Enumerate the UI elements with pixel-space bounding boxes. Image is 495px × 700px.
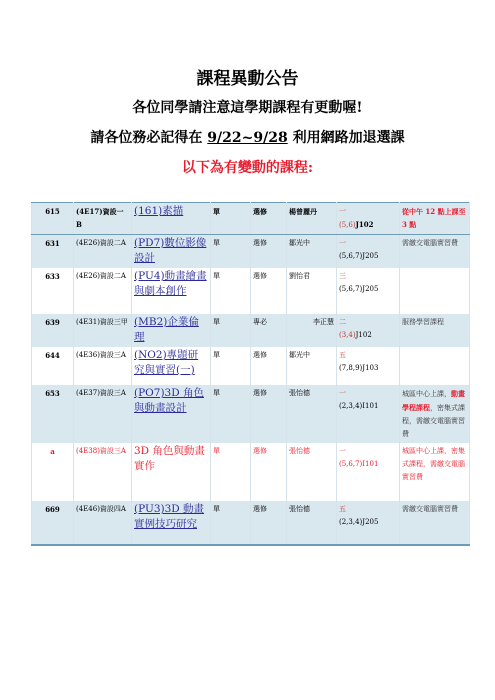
course-type: 單 bbox=[211, 501, 251, 545]
course-name-link[interactable]: (PU4)動畫繪畫與劇本創作 bbox=[134, 270, 207, 297]
course-name[interactable] bbox=[132, 235, 211, 269]
table-row bbox=[32, 385, 470, 443]
schedule-periods: (5,6,7) bbox=[339, 252, 363, 260]
schedule bbox=[337, 203, 400, 235]
class-code: (4E36)資設三A bbox=[74, 347, 132, 385]
schedule-day: 一 bbox=[339, 207, 346, 215]
teacher: 張怡德 bbox=[287, 443, 337, 501]
class-code: (4E17)資設一B bbox=[74, 203, 132, 235]
course-number: 633 bbox=[32, 268, 74, 314]
schedule-day: 五 bbox=[339, 351, 346, 359]
course-name-link[interactable]: (PD7)數位影像設計 bbox=[134, 237, 207, 264]
schedule-day: 一 bbox=[339, 239, 346, 247]
course-number: 653 bbox=[32, 385, 74, 443]
schedule bbox=[337, 314, 400, 347]
schedule bbox=[337, 385, 400, 443]
schedule bbox=[337, 443, 400, 501]
course-number: 639 bbox=[32, 314, 74, 347]
course-requirement: 專必 bbox=[251, 314, 287, 347]
course-name-link[interactable]: (161)素描 bbox=[134, 205, 184, 217]
course-requirement: 選修 bbox=[251, 443, 287, 501]
course-note: 服務學習課程 bbox=[400, 314, 470, 347]
course-type: 單 bbox=[211, 203, 251, 235]
schedule-periods: (5,6,7) bbox=[339, 285, 363, 293]
course-name[interactable] bbox=[132, 314, 211, 347]
course-requirement: 選修 bbox=[251, 268, 287, 314]
schedule-day: 一 bbox=[339, 447, 346, 455]
schedule-periods: (2,3,4) bbox=[339, 518, 363, 526]
schedule-room: J102 bbox=[355, 331, 372, 339]
course-name[interactable] bbox=[132, 268, 211, 314]
teacher: 張怡德 bbox=[287, 501, 337, 545]
instruction-line bbox=[0, 127, 495, 147]
schedule-day: 二 bbox=[339, 318, 346, 326]
schedule-room: I101 bbox=[362, 402, 379, 410]
course-change-table bbox=[31, 202, 470, 546]
class-code: (4E26)資設二A bbox=[74, 235, 132, 269]
course-name-link[interactable]: 3D 角色與動畫實作 bbox=[134, 445, 205, 472]
note-program-highlight: 動畫學程課程 bbox=[402, 389, 465, 412]
course-name[interactable] bbox=[132, 203, 211, 235]
course-note bbox=[400, 268, 470, 314]
schedule-room: J103 bbox=[362, 364, 379, 372]
subtitle: 各位同學請注意這學期課程有更動喔! bbox=[132, 100, 363, 116]
teacher: 鄒光中 bbox=[287, 235, 337, 269]
schedule-room: J205 bbox=[362, 252, 379, 260]
course-type: 單 bbox=[211, 268, 251, 314]
schedule-periods: (2,3,4) bbox=[339, 402, 363, 410]
class-code: (4E31)資設三甲 bbox=[74, 314, 132, 347]
teacher: 劉怡君 bbox=[287, 268, 337, 314]
course-note bbox=[400, 347, 470, 385]
class-code: (4E26)資設二A bbox=[74, 268, 132, 314]
table-row bbox=[32, 203, 470, 235]
course-type: 單 bbox=[211, 347, 251, 385]
course-number: 615 bbox=[32, 203, 74, 235]
class-code: (4E38)資設三A bbox=[74, 443, 132, 501]
teacher: 鄒光中 bbox=[287, 347, 337, 385]
schedule-periods: (3,4) bbox=[339, 331, 356, 339]
course-name-link[interactable]: (NO2)專題研究與實習(一) bbox=[134, 349, 199, 376]
schedule-day: 一 bbox=[339, 389, 346, 397]
table-row bbox=[32, 347, 470, 385]
class-code: (4E37)資設三A bbox=[74, 385, 132, 443]
course-name[interactable] bbox=[132, 501, 211, 545]
teacher: 李正慧 bbox=[287, 314, 337, 347]
schedule bbox=[337, 235, 400, 269]
page-title: 課程異動公告 bbox=[196, 69, 299, 89]
schedule-periods: (5,6,7) bbox=[339, 460, 363, 468]
course-name-link[interactable]: (PO7)3D 角色與動畫設計 bbox=[134, 387, 204, 414]
course-number: 631 bbox=[32, 235, 74, 269]
schedule-room: J205 bbox=[362, 518, 379, 526]
schedule bbox=[337, 268, 400, 314]
instruction-dates: 9/22~9/28 bbox=[207, 130, 288, 146]
course-requirement: 選修 bbox=[251, 501, 287, 545]
course-requirement: 選修 bbox=[251, 203, 287, 235]
schedule-periods: (7,8,9) bbox=[339, 364, 363, 372]
course-note: 從中午 12 點上課至 3 點 bbox=[400, 203, 470, 235]
schedule-day: 三 bbox=[339, 272, 346, 280]
schedule-room: J205 bbox=[362, 285, 379, 293]
schedule-periods: (5,6) bbox=[339, 221, 356, 229]
table-row bbox=[32, 501, 470, 545]
course-number: 644 bbox=[32, 347, 74, 385]
schedule-room: I101 bbox=[362, 460, 379, 468]
course-note: 需繳交電腦實習費 bbox=[400, 501, 470, 545]
course-type: 單 bbox=[211, 385, 251, 443]
instruction-suffix: 利用網路加退選課 bbox=[292, 130, 405, 146]
course-number: a bbox=[32, 443, 74, 501]
teacher: 張怡德 bbox=[287, 385, 337, 443]
table-row bbox=[32, 314, 470, 347]
course-name[interactable] bbox=[132, 347, 211, 385]
course-number: 669 bbox=[32, 501, 74, 545]
schedule-day: 五 bbox=[339, 505, 346, 513]
class-code: (4E46)資設四A bbox=[74, 501, 132, 545]
course-name[interactable] bbox=[132, 443, 211, 501]
table-row bbox=[32, 235, 470, 269]
changed-courses-heading: 以下為有變動的課程: bbox=[181, 160, 314, 176]
course-name-link[interactable]: (MB2)企業倫理 bbox=[134, 316, 199, 343]
course-note: 城區中心上課，密集式課程，需繳交電腦實習費 bbox=[400, 443, 470, 501]
course-name[interactable] bbox=[132, 385, 211, 443]
table-row bbox=[32, 268, 470, 314]
course-note bbox=[400, 385, 470, 443]
course-requirement: 選修 bbox=[251, 235, 287, 269]
course-requirement: 選修 bbox=[251, 385, 287, 443]
course-requirement: 選修 bbox=[251, 347, 287, 385]
schedule bbox=[337, 501, 400, 545]
note-detail: ，密集式課程，需繳交電腦實習費 bbox=[402, 404, 465, 438]
schedule bbox=[337, 347, 400, 385]
schedule-room: J102 bbox=[355, 220, 374, 229]
course-name-link[interactable]: (PU3)3D 動畫實例技巧研究 bbox=[134, 503, 205, 530]
course-type: 單 bbox=[211, 314, 251, 347]
course-type: 單 bbox=[211, 443, 251, 501]
teacher: 楊曾麗丹 bbox=[287, 203, 337, 235]
note-location: 城區中心上課， bbox=[402, 390, 451, 398]
instruction-prefix: 請各位務必記得在 bbox=[90, 130, 203, 146]
table-row bbox=[32, 443, 470, 501]
course-note: 需繳交電腦實習費 bbox=[400, 235, 470, 269]
course-type: 單 bbox=[211, 235, 251, 269]
